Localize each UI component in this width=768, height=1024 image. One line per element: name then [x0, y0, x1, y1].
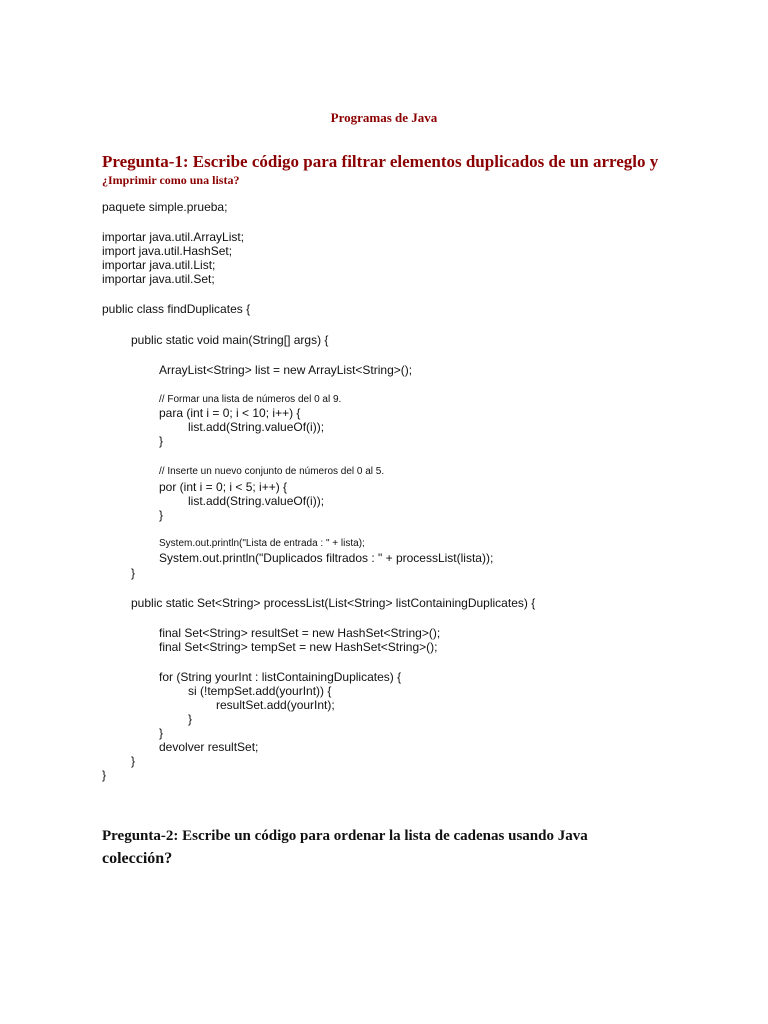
code-line: } [131, 566, 136, 580]
code-line: paquete simple.prueba; [102, 200, 228, 214]
code-line: } [159, 726, 164, 740]
code-line: } [188, 712, 193, 726]
code-line: para (int i = 0; i < 10; i++) { [159, 406, 301, 420]
code-line: } [159, 434, 164, 448]
question-2-heading-continued: colección? [102, 850, 173, 867]
code-comment: // Inserte un nuevo conjunto de números del 0 al 5. [159, 466, 385, 477]
code-line: } [131, 754, 136, 768]
code-line: final Set<String> tempSet = new HashSet<String>(); [159, 640, 438, 654]
code-line: list.add(String.valueOf(i)); [188, 420, 325, 434]
code-line: devolver resultSet; [159, 740, 259, 754]
code-line: por (int i = 0; i < 5; i++) { [159, 480, 288, 494]
code-line: public class findDuplicates { [102, 302, 251, 316]
document-title: Programas de Java [330, 110, 438, 125]
code-line: System.out.println("Lista de entrada : " + lista); [159, 538, 365, 549]
code-line: public static void main(String[] args) { [131, 333, 329, 347]
code-line: final Set<String> resultSet = new HashSet<String>(); [159, 626, 441, 640]
code-line: ArrayList<String> list = new ArrayList<String>(); [159, 363, 413, 377]
code-line: importar java.util.ArrayList; [102, 230, 245, 244]
code-line: list.add(String.valueOf(i)); [188, 494, 325, 508]
code-line: import java.util.HashSet; [102, 244, 233, 258]
code-line: importar java.util.Set; [102, 272, 215, 286]
question-2-heading: Pregunta-2: Escribe un código para ordenar la lista de cadenas usando Java [102, 828, 588, 844]
code-line: } [102, 768, 107, 782]
code-line: si (!tempSet.add(yourInt)) { [188, 684, 332, 698]
code-line: importar java.util.List; [102, 258, 216, 272]
question-1-heading: Pregunta-1: Escribe código para filtrar elementos duplicados de un arreglo y [102, 152, 659, 171]
code-line: } [159, 508, 164, 522]
code-line: for (String yourInt : listContainingDuplicates) { [159, 670, 402, 684]
question-1-heading-continued: ¿Imprimir como una lista? [102, 173, 240, 187]
code-comment: // Formar una lista de números del 0 al 9. [159, 394, 342, 405]
code-line: System.out.println("Duplicados filtrados : " + processList(lista)); [159, 551, 494, 565]
code-line: public static Set<String> processList(List<String> listContainingDuplicates) { [131, 596, 536, 610]
code-line: resultSet.add(yourInt); [216, 698, 335, 712]
